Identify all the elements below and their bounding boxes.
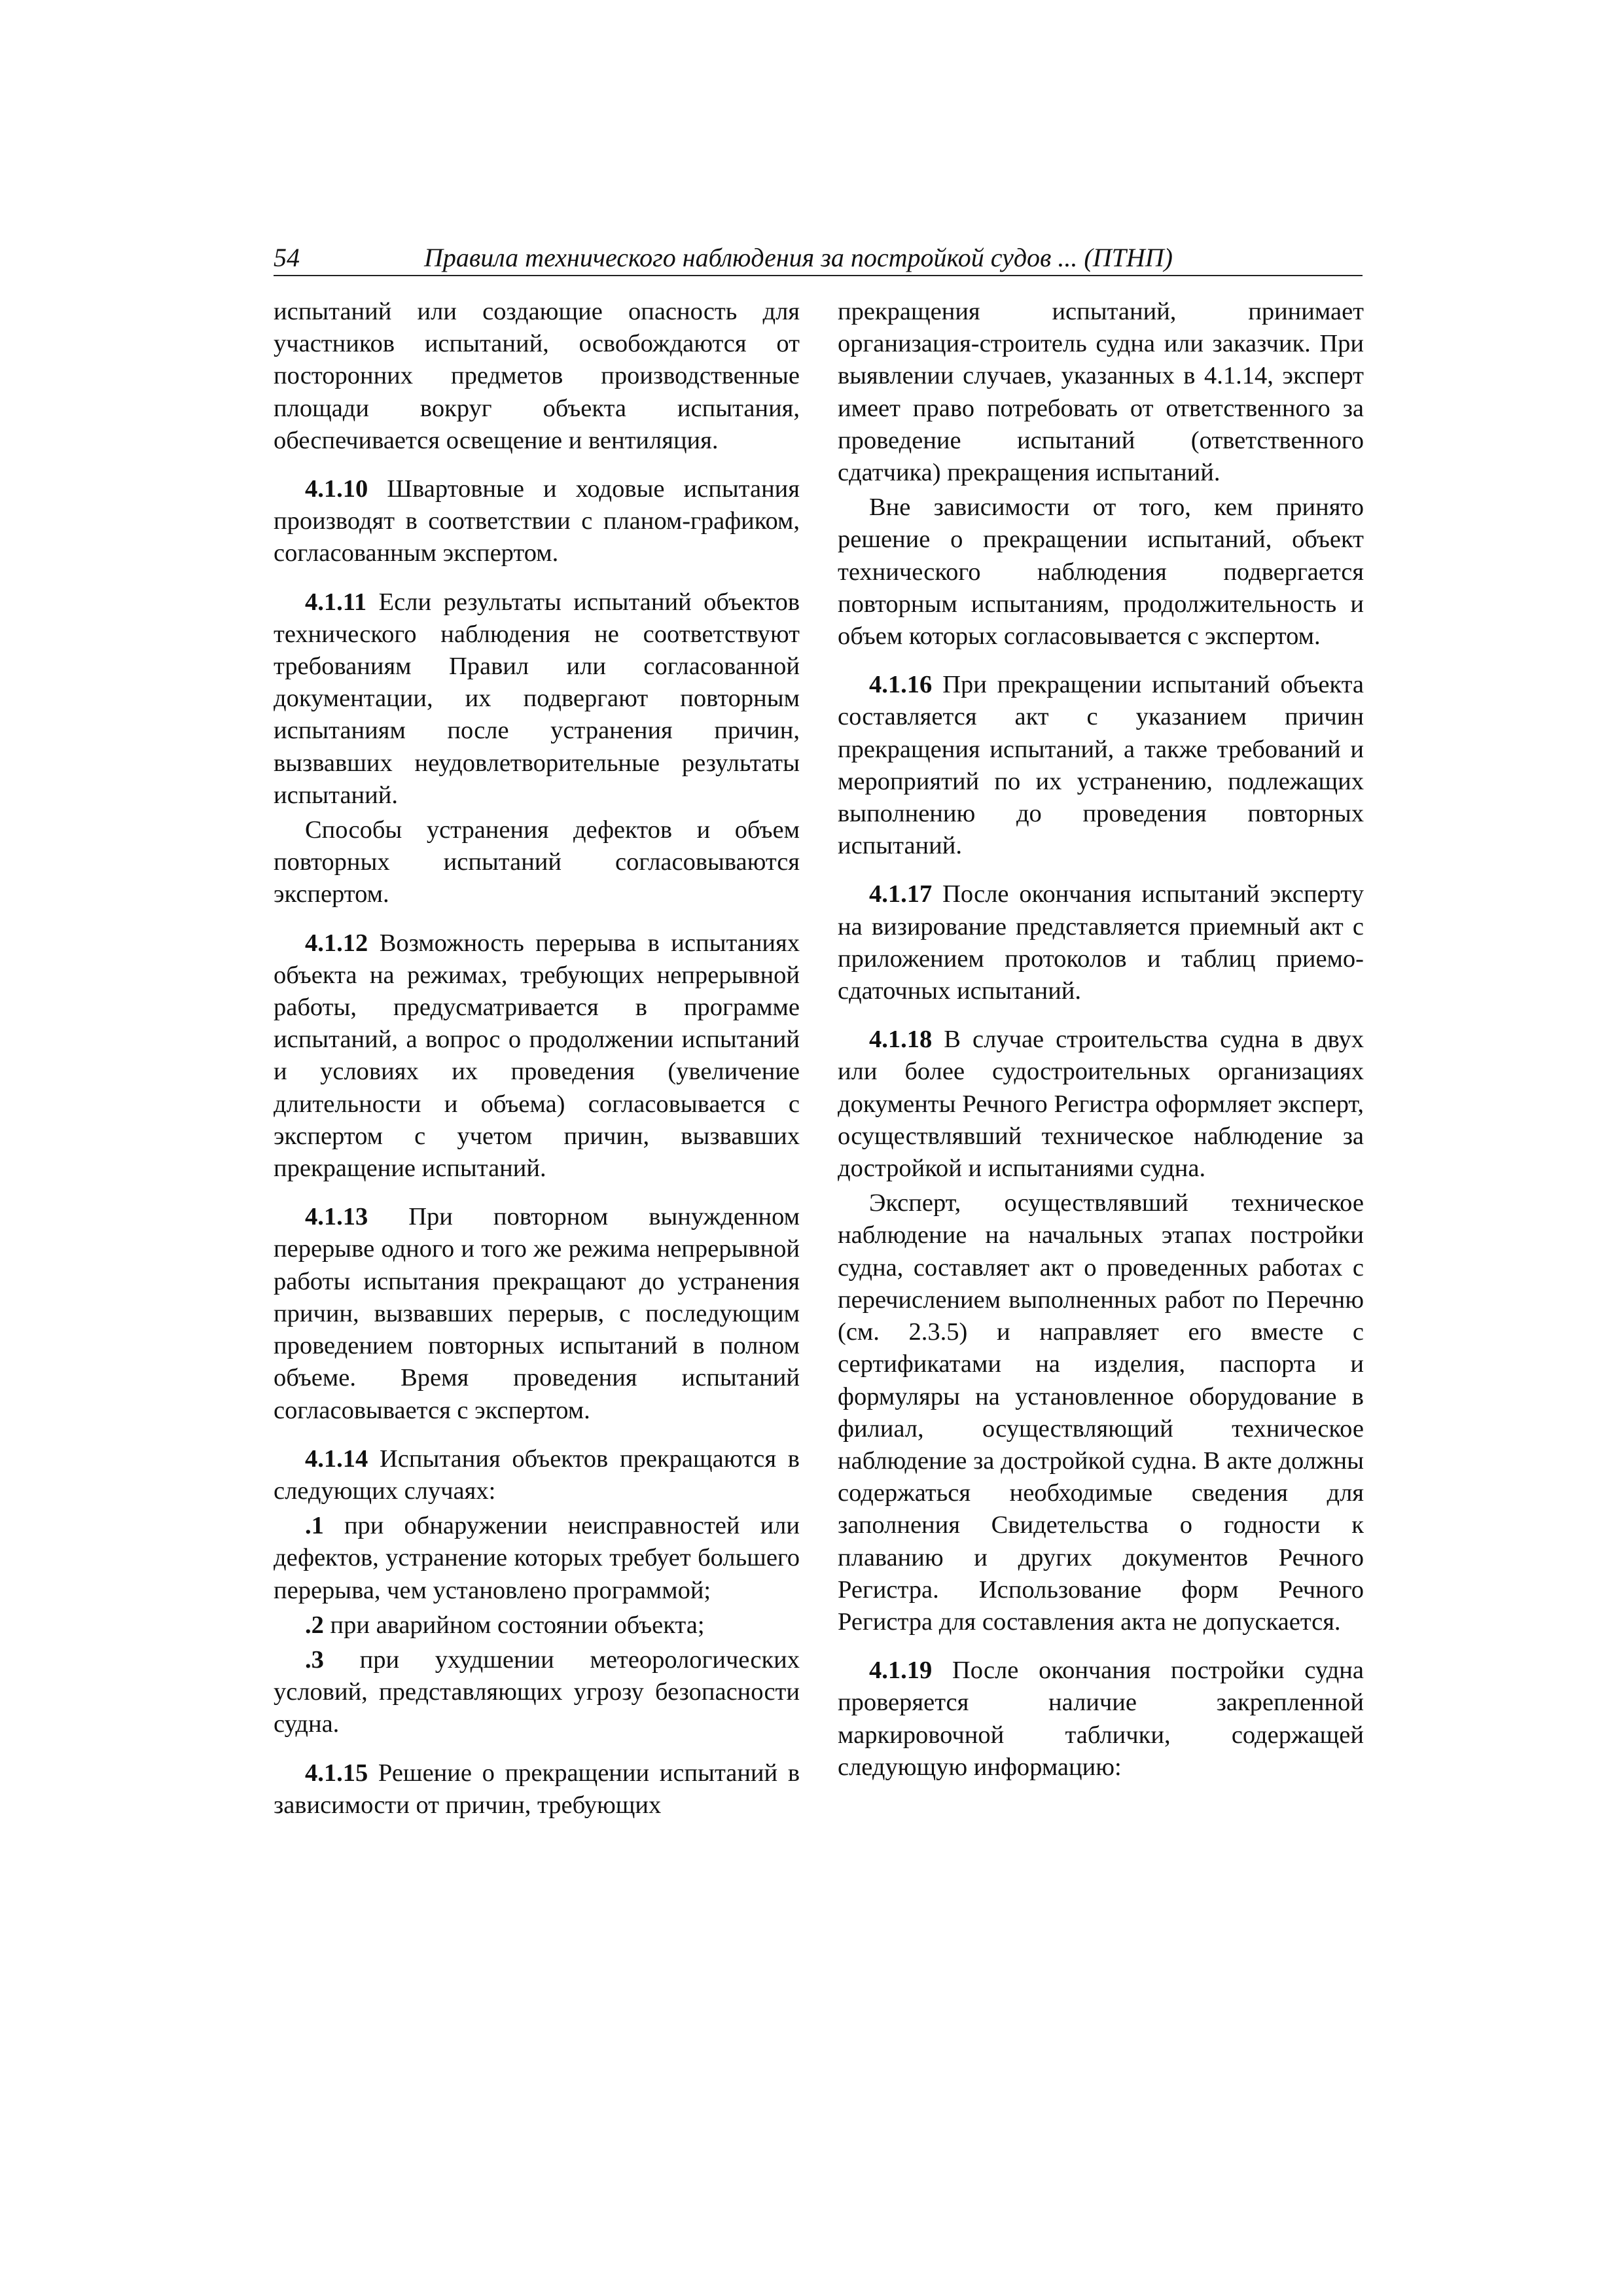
clause-4-1-19 (838, 1655, 1364, 1784)
clause-text: Если результаты испытаний объектов технического наблюдения не соответствуют требованиям Правил или согласованной документации, их подвергают повторным испытаниям после устранения причин, вызвавших неудовлетворительные результаты испытаний. (274, 588, 800, 809)
item-number: .2 (305, 1611, 324, 1639)
clause-4-1-13 (274, 1201, 800, 1426)
paragraph-continued: испытаний или создающие опасность для участников испытаний, освобождаются от посторонних предметов производственные площади вокруг объекта испытания, обеспечивается освещение и вентиляция. (274, 298, 800, 454)
item-number: .1 (305, 1512, 324, 1540)
running-title: Правила технического наблюдения за постройкой судов ... (ПТНП) (424, 243, 1173, 272)
clause-number: 4.1.17 (869, 880, 933, 908)
clause-number: 4.1.16 (869, 671, 933, 699)
paragraph: Вне зависимости от того, кем принято решение о прекращении испытаний, объект технического наблюдения подвергается повторным испытаниям, продолжительность и объем которых согласовывается с экспертом. (838, 493, 1364, 651)
list-item (274, 1644, 800, 1741)
item-number: .3 (305, 1645, 324, 1674)
clause-text: Испытания объектов прекращаются в следующих случаях: (274, 1444, 800, 1505)
left-column (274, 296, 800, 1821)
clause-number: 4.1.14 (305, 1444, 368, 1473)
clause-text: Швартовные и ходовые испытания производят в соответствии с планом-графиком, согласованным экспертом. (274, 475, 800, 567)
clause-number: 4.1.13 (305, 1203, 368, 1231)
clause-4-1-14 (274, 1443, 800, 1507)
clause-text: Решение о прекращении испытаний в зависимости от причин, требующих (274, 1759, 800, 1819)
paragraph: Эксперт, осуществлявший техническое наблюдение на начальных этапах постройки судна, составляет акт о проведенных работах с перечислением выполненных работ по Перечню (см. 2.3.5) и направляет его вместе с сертификатами на изделия, паспорта и формуляры на установленное оборудование в филиал, осуществляющий техническое наблюдение за достройкой судна. В акте должны содержаться необходимые сведения для заполнения Свидетельства о годности к плаванию и других документов Речного Регистра. Использование форм Речного Регистра для составления акта не допускается. (838, 1189, 1364, 1636)
clause-4-1-10 (274, 473, 800, 570)
item-text: при ухудшении метеорологических условий, представляющих угрозу безопасности судна. (274, 1645, 800, 1738)
clause-4-1-17 (838, 878, 1364, 1007)
clause-number: 4.1.19 (869, 1657, 933, 1685)
clause-4-1-11 (274, 586, 800, 812)
clause-number: 4.1.15 (305, 1759, 368, 1787)
page-header (274, 241, 1363, 276)
clause-text: При повторном вынужденном перерыве одного и того же режима непрерывной работы испытания прекращают до устранения причин, вызвавших перерыв, с последующим проведением повторных испытаний в полном объеме. Время проведения испытаний согласовывается с экспертом. (274, 1203, 800, 1424)
clause-number: 4.1.11 (305, 588, 367, 616)
clause-text: В случае строительства судна в двух или более судостроительных организациях документы Речного Регистра оформляет эксперт, осуществлявший техническое наблюдение за достройкой и испытаниями судна. (838, 1026, 1364, 1183)
clause-text: Возможность перерыва в испытаниях объекта на режимах, требующих непрерывной работы, предусматривается в программе испытаний, а вопрос о продолжении испытаний и условиях их проведения (увеличение длительности и объема) согласовывается с экспертом с учетом причин, вызвавших прекращение испытаний. (274, 929, 800, 1183)
clause-4-1-16 (838, 669, 1364, 862)
item-text: при аварийном состоянии объекта; (323, 1611, 705, 1639)
clause-4-1-12 (274, 927, 800, 1185)
paragraph-continued: прекращения испытаний, принимает организация-строитель судна или заказчик. При выявлении случаев, указанных в 4.1.14, эксперт имеет право потребовать от ответственного за проведение испытаний (ответственного сдатчика) прекращения испытаний. (838, 298, 1364, 487)
clause-text: После окончания постройки судна проверяется наличие закрепленной маркировочной таблички, содержащей следующую информацию: (838, 1657, 1364, 1781)
clause-text: После окончания испытаний эксперту на визирование представляется приемный акт с приложением протоколов и таблиц приемо-сдаточных испытаний. (838, 880, 1364, 1005)
clause-4-1-15 (274, 1757, 800, 1821)
list-item (274, 1510, 800, 1607)
clause-number: 4.1.18 (869, 1026, 933, 1054)
paragraph: Способы устранения дефектов и объем повторных испытаний согласовываются экспертом. (274, 816, 800, 908)
clause-number: 4.1.10 (305, 475, 368, 503)
item-text: при обнаружении неисправностей или дефектов, устранение которых требует большего перерыва, чем установлено программой; (274, 1512, 800, 1604)
right-column (838, 296, 1364, 1784)
clause-number: 4.1.12 (305, 929, 368, 957)
clause-4-1-18 (838, 1024, 1364, 1185)
clause-text: При прекращении испытаний объекта составляется акт с указанием причин прекращения испытаний, а также требований и мероприятий по их устранению, подлежащих выполнению до проведения повторных испытаний. (838, 671, 1364, 860)
page-number: 54 (274, 243, 300, 272)
list-item (274, 1609, 800, 1641)
